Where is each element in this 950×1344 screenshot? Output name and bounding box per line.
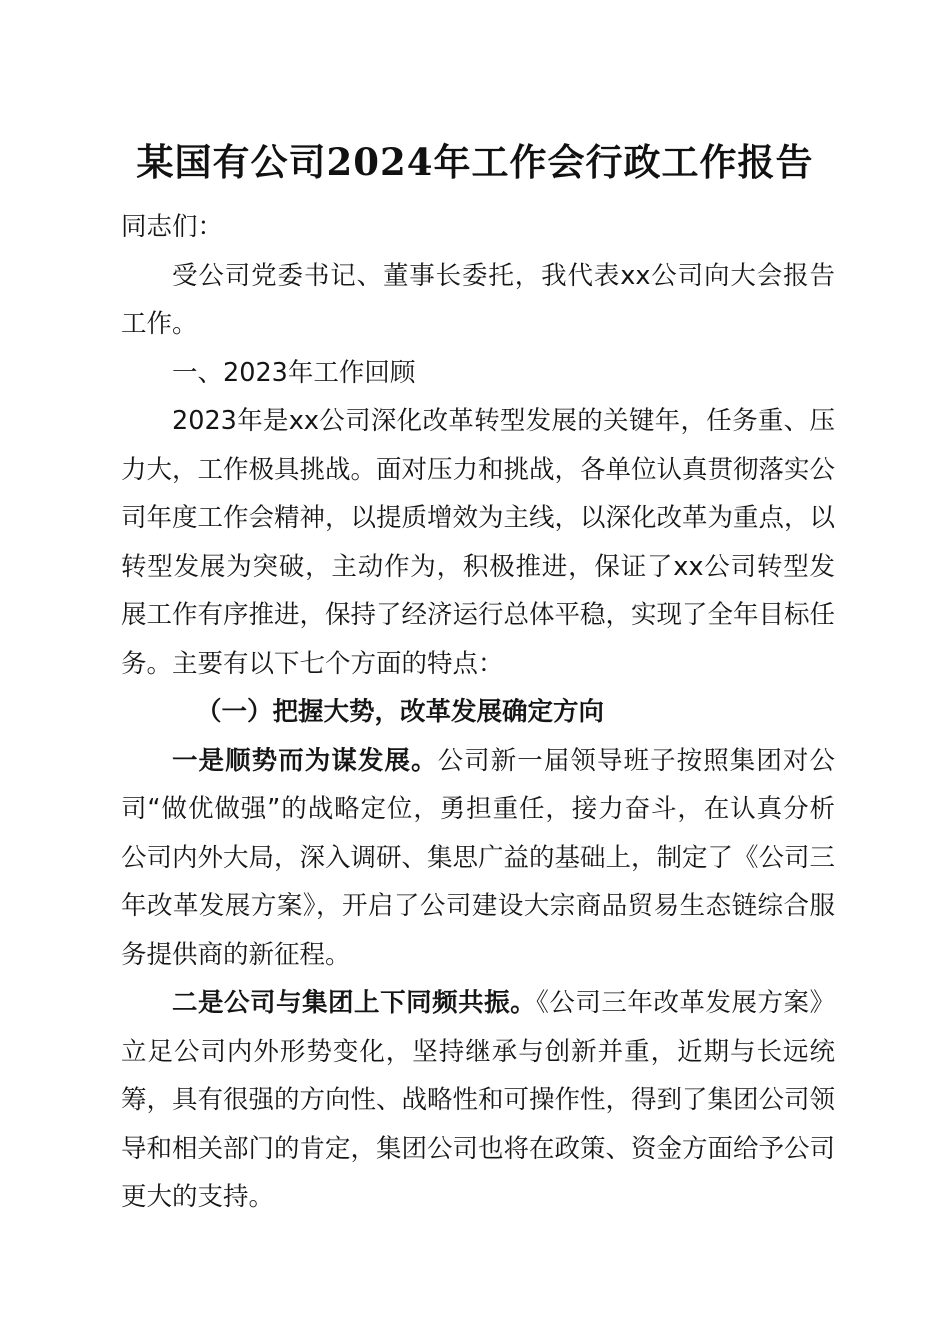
document-body bbox=[121, 203, 835, 1222]
document-title: 某国有公司2024年工作会行政工作报告 bbox=[136, 140, 814, 184]
intro-paragraph: 受公司党委书记、董事长委托，我代表xx公司向大会报告工作。 bbox=[121, 260, 835, 339]
salutation: 同志们： bbox=[121, 212, 224, 242]
point-2-paragraph bbox=[121, 979, 835, 1222]
section-1-paragraph: 2023年是xx公司深化改革转型发展的关键年，任务重、压力大，工作极具挑战。面对压力和挑战，各单位认真贯彻落实公司年度工作会精神，以提质增效为主线，以深化改革为重点，以转型发展为突破，主动作为，积极推进，保证了xx公司转型发展工作有序推进，保持了经济运行总体平稳，实现了全年目标任务。主要有以下七个方面的特点： bbox=[121, 406, 836, 679]
point-1-lead: 一是顺势而为谋发展。 bbox=[172, 745, 438, 776]
point-1-text: 公司新一届领导班子按照集团对公司“做优做强”的战略定位，勇担重任，接力奋斗，在认真分析公司内外大局，深入调研、集思广益的基础上，制定了《公司三年改革发展方案》，开启了公司建设大宗商品贸易生态链综合服务提供商的新征程。 bbox=[121, 745, 836, 970]
point-2-text: 《公司三年改革发展方案》立足公司内外形势变化，坚持继承与创新并重，近期与长远统筹，具有很强的方向性、战略性和可操作性，得到了集团公司领导和相关部门的肯定，集团公司也将在政策、资金方面给予公司更大的支持。 bbox=[121, 988, 836, 1212]
subsection-heading-1: （一）把握大势，改革发展确定方向 bbox=[196, 697, 605, 727]
point-2-lead: 二是公司与集团上下同频共振。 bbox=[172, 988, 537, 1018]
point-1-paragraph bbox=[121, 737, 835, 980]
section-heading-1: 一、2023年工作回顾 bbox=[172, 357, 416, 388]
